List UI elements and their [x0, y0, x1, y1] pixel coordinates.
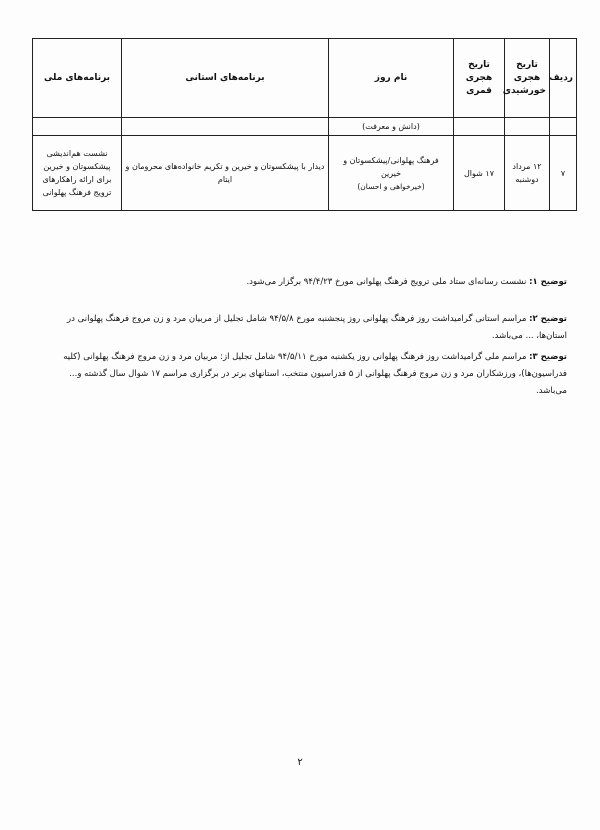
note-text: نشست رسانه‌ای ستاد ملی ترویج فرهنگ پهلوانی مورخ ۹۴/۴/۲۳ برگزار می‌شود.: [246, 277, 527, 287]
day-name-line3: (خیرخواهی و احسان): [357, 181, 425, 191]
note-text: مراسم ملی گرامیداشت روز فرهنگ پهلوانی روز یکشنبه مورخ ۹۴/۵/۱۱ شامل تجلیل از: مربیان مرد و زن مروج فرهنگ پهلوانی (کلیه فدراسیون‌ها)، ورزشکاران مرد و زن مروج فرهنگ پهلوانی از ۵ فدراسیون منتخب، استانهای برتر در برگزاری مراسم ۱۷ شوال سال گذشته و... می‌باشد.: [63, 352, 567, 396]
solar-date-day: ۱۲ مرداد: [512, 162, 542, 171]
provincial-cell: دیدار با پیشکسوتان و خیرین و تکریم خانواده‌های محرومان و ایتام: [122, 136, 329, 211]
note-label: توضیح ۲:: [529, 314, 567, 324]
note-1: [37, 274, 567, 291]
header-day-name: نام روز: [329, 39, 454, 118]
solar-date-cell: [505, 136, 550, 211]
lunar-date-cell: ۱۷ شوال: [454, 136, 505, 211]
note-text: مراسم استانی گرامیداشت روز فرهنگ پهلوانی روز پنجشنبه مورخ ۹۴/۵/۸ شامل تجلیل از مربیان مرد و زن مروج فرهنگ پهلوانی در استان‌ها، ... می‌باشد.: [67, 314, 567, 341]
header-provincial: برنامه‌های استانی: [122, 39, 329, 118]
national-cell: نشست هم‌اندیشی پیشکسوتان و خیرین برای ارائه راهکارهای ترویج فرهنگ پهلوانی: [33, 136, 122, 211]
header-solar-date: تاریخ هجری خورشیدی: [505, 39, 550, 118]
table-header-row: [33, 39, 577, 118]
table-row: [33, 136, 577, 211]
page-number: ۲: [297, 757, 303, 768]
note-label: توضیح ۳:: [529, 352, 567, 362]
note-2: [37, 311, 567, 345]
solar-date-weekday: دوشنبه: [515, 175, 539, 184]
prev-day-name-cell: (دانش و معرفت): [329, 118, 454, 136]
row-number-cell: ۷: [550, 136, 577, 211]
day-name-line1: فرهنگ پهلوانی/پیشکسوتان و: [343, 155, 439, 165]
day-name-line2: خیرین: [380, 168, 402, 178]
day-name-cell: [329, 136, 454, 211]
header-national: برنامه‌های ملی: [33, 39, 122, 118]
header-lunar-date: تاریخ هجری قمری: [454, 39, 505, 118]
table-row: [33, 118, 577, 136]
header-row-number: ردیف: [550, 39, 577, 118]
note-3: [37, 349, 567, 400]
schedule-table: [32, 38, 577, 211]
note-label: توضیح ۱:: [529, 277, 567, 287]
